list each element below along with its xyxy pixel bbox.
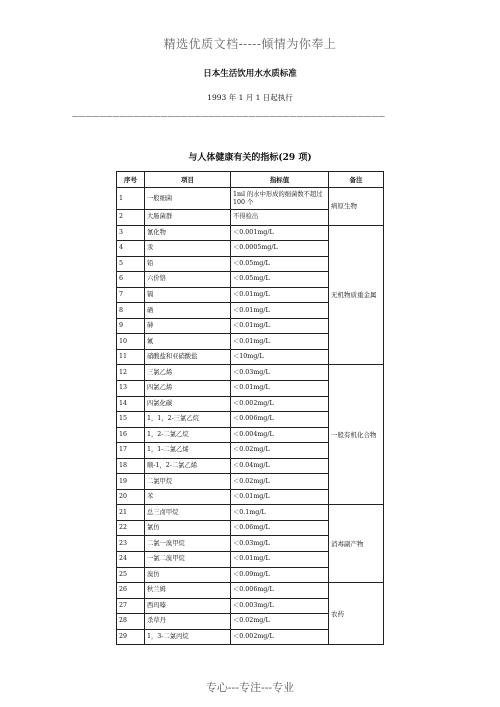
- cell-no: 9: [117, 318, 145, 334]
- cell-value: ＜0.001mg/L: [231, 225, 329, 241]
- cell-no: 20: [117, 489, 145, 505]
- table-row: [117, 188, 384, 210]
- cell-item: 镉: [145, 287, 231, 303]
- cell-value: ＜0.05mg/L: [231, 256, 329, 272]
- header-value: 指标值: [231, 172, 329, 188]
- cell-no: 25: [117, 567, 145, 583]
- cell-item: 一氯二溴甲烷: [145, 552, 231, 568]
- cell-item: 四氯化碳: [145, 396, 231, 412]
- table-row: [117, 365, 384, 381]
- cell-value: ＜0.01mg/L: [231, 318, 329, 334]
- cell-no: 1: [117, 188, 145, 210]
- cell-no: 8: [117, 303, 145, 319]
- header-item: 项目: [145, 172, 231, 188]
- cell-no: 5: [117, 256, 145, 272]
- document-title: 日本生活饮用水水质标准: [203, 69, 297, 79]
- cell-no: 7: [117, 287, 145, 303]
- cell-note: 无机物质重金属: [329, 225, 384, 365]
- cell-no: 29: [117, 629, 145, 645]
- section-title: 与人体健康有关的指标(29 项): [188, 153, 312, 163]
- table-row: [117, 505, 384, 521]
- cell-item: 铅: [145, 256, 231, 272]
- cell-no: 14: [117, 396, 145, 412]
- table-row: [117, 225, 384, 241]
- cell-value: ＜0.06mg/L: [231, 520, 329, 536]
- footer: 专心---专注---专业: [205, 681, 295, 694]
- cell-no: 15: [117, 412, 145, 428]
- cell-no: 27: [117, 598, 145, 614]
- cell-no: 10: [117, 334, 145, 350]
- cell-value: ＜0.004mg/L: [231, 427, 329, 443]
- cell-item: 苯: [145, 489, 231, 505]
- table-row: [117, 583, 384, 599]
- cell-item: 1，3-二氯丙烷: [145, 629, 231, 645]
- cell-value: ＜0.006mg/L: [231, 412, 329, 428]
- cell-no: 12: [117, 365, 145, 381]
- cell-value: ＜0.09mg/L: [231, 567, 329, 583]
- cell-value: ＜0.04mg/L: [231, 458, 329, 474]
- cell-value: 不得检出: [231, 210, 329, 226]
- cell-note: 消毒副产物: [329, 505, 384, 583]
- table-header-row: [117, 172, 384, 188]
- cell-item: 西玛嗪: [145, 598, 231, 614]
- cell-value: 1ml 的水中形成的细菌数不超过 100 个: [231, 188, 329, 210]
- cell-value: ＜0.003mg/L: [231, 598, 329, 614]
- cell-item: 三氯乙烯: [145, 365, 231, 381]
- cell-no: 24: [117, 552, 145, 568]
- cell-item: 硒: [145, 303, 231, 319]
- cell-value: ＜0.02mg/L: [231, 474, 329, 490]
- cell-value: ＜10mg/L: [231, 349, 329, 365]
- cell-no: 23: [117, 536, 145, 552]
- effective-date: 1993 年 1 月 1 日起执行: [207, 93, 293, 102]
- cell-item: 六价铬: [145, 272, 231, 288]
- cell-no: 18: [117, 458, 145, 474]
- cell-value: ＜0.0005mg/L: [231, 241, 329, 257]
- cell-no: 19: [117, 474, 145, 490]
- cell-value: ＜0.01mg/L: [231, 334, 329, 350]
- cell-note: 农药: [329, 583, 384, 645]
- cell-item: 杀草丹: [145, 614, 231, 630]
- water-standard-table: [116, 171, 384, 645]
- cell-item: 溴仿: [145, 567, 231, 583]
- cell-item: 1，1，2-三氯乙烷: [145, 412, 231, 428]
- cell-no: 2: [117, 210, 145, 226]
- cell-item: 四氯乙烯: [145, 381, 231, 397]
- header-banner: 精选优质文档-----倾情为你奉上: [163, 37, 337, 51]
- cell-value: ＜0.01mg/L: [231, 552, 329, 568]
- cell-value: ＜0.006mg/L: [231, 583, 329, 599]
- cell-no: 13: [117, 381, 145, 397]
- cell-item: 氟: [145, 334, 231, 350]
- cell-item: 二氯一溴甲烷: [145, 536, 231, 552]
- cell-no: 16: [117, 427, 145, 443]
- cell-no: 4: [117, 241, 145, 257]
- cell-item: 一般细菌: [145, 188, 231, 210]
- cell-item: 总三卤甲烷: [145, 505, 231, 521]
- cell-no: 21: [117, 505, 145, 521]
- header-no: 序号: [117, 172, 145, 188]
- cell-no: 22: [117, 520, 145, 536]
- header-note: 备注: [329, 172, 384, 188]
- cell-item: 砷: [145, 318, 231, 334]
- cell-value: ＜0.03mg/L: [231, 536, 329, 552]
- cell-value: ＜0.02mg/L: [231, 443, 329, 459]
- cell-no: 28: [117, 614, 145, 630]
- cell-no: 3: [117, 225, 145, 241]
- cell-value: ＜0.01mg/L: [231, 489, 329, 505]
- cell-item: 氰化物: [145, 225, 231, 241]
- cell-item: 顺-1，2-二氯乙烯: [145, 458, 231, 474]
- cell-item: 秋兰姆: [145, 583, 231, 599]
- cell-note: 病原生物: [329, 188, 384, 226]
- table-body: [117, 188, 384, 645]
- cell-no: 11: [117, 349, 145, 365]
- cell-value: ＜0.01mg/L: [231, 381, 329, 397]
- cell-value: ＜0.1mg/L: [231, 505, 329, 521]
- cell-item: 汞: [145, 241, 231, 257]
- cell-no: 26: [117, 583, 145, 599]
- cell-note: 一般有机化合物: [329, 365, 384, 505]
- cell-item: 大肠菌群: [145, 210, 231, 226]
- cell-value: ＜0.03mg/L: [231, 365, 329, 381]
- cell-value: ＜0.002mg/L: [231, 396, 329, 412]
- separator-line: ——————————————————————————————————————————————: [72, 112, 385, 120]
- cell-item: 硝酸盐和亚硝酸盐: [145, 349, 231, 365]
- cell-no: 17: [117, 443, 145, 459]
- cell-value: ＜0.02mg/L: [231, 614, 329, 630]
- cell-value: ＜0.01mg/L: [231, 303, 329, 319]
- cell-value: ＜0.05mg/L: [231, 272, 329, 288]
- cell-item: 二氯甲烷: [145, 474, 231, 490]
- cell-value: ＜0.002mg/L: [231, 629, 329, 645]
- cell-value: ＜0.01mg/L: [231, 287, 329, 303]
- cell-item: 1，1-二氯乙烯: [145, 443, 231, 459]
- cell-no: 6: [117, 272, 145, 288]
- cell-item: 氯仿: [145, 520, 231, 536]
- cell-item: 1，2-二氯乙烷: [145, 427, 231, 443]
